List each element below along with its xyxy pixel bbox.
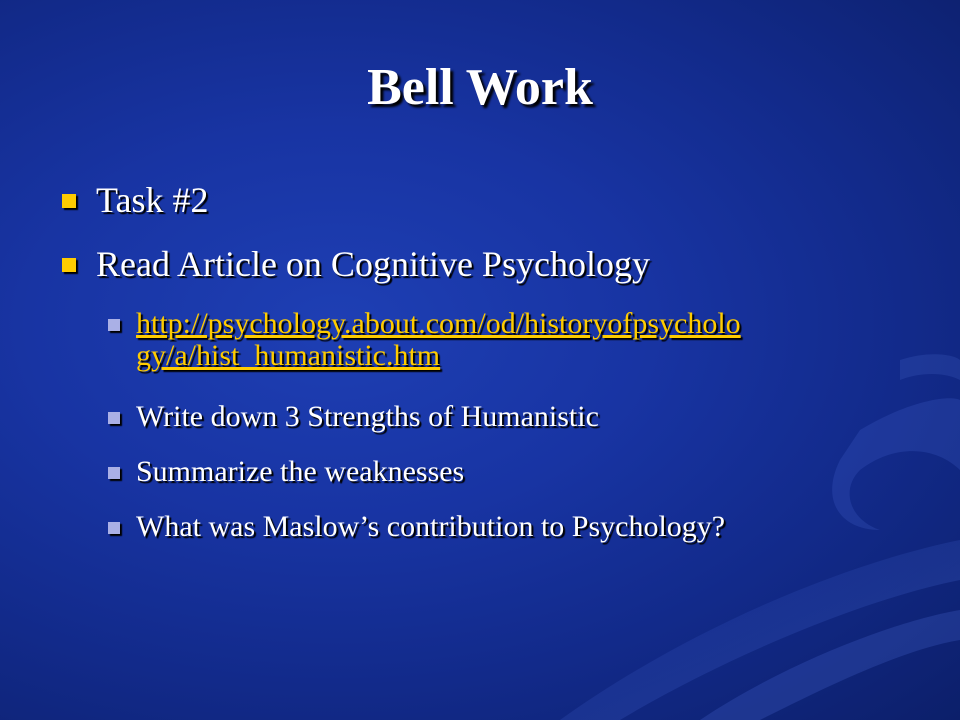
bullet-task — [62, 180, 902, 220]
bullet-text: Task #2 — [96, 180, 209, 220]
slide-title: Bell Work — [367, 59, 593, 116]
sub-bullet-strengths — [108, 401, 898, 433]
sub-bullet-marker — [108, 412, 120, 424]
bullet-read-article — [62, 244, 902, 284]
sub-bullet-article-link[interactable] — [108, 308, 898, 372]
sub-bullet-marker — [108, 467, 120, 479]
sub-bullet-weaknesses — [108, 456, 898, 488]
bullet-marker — [62, 194, 76, 208]
sub-bullet-text: Write down 3 Strengths of Humanistic — [136, 400, 599, 433]
article-link-line-1[interactable]: http://psychology.about.com/od/historyofpsycholo — [136, 307, 741, 340]
bullet-text: Read Article on Cognitive Psychology — [96, 244, 650, 284]
sub-bullet-marker — [108, 319, 120, 331]
sub-bullet-text: What was Maslow’s contribution to Psychology? — [136, 510, 726, 543]
bullet-marker — [62, 258, 76, 272]
article-link[interactable] — [136, 308, 741, 372]
article-link-line-2[interactable]: gy/a/hist_humanistic.htm — [136, 339, 441, 372]
sub-bullet-maslow — [108, 511, 898, 543]
sub-bullet-marker — [108, 522, 120, 534]
sub-bullet-text: Summarize the weaknesses — [136, 455, 465, 488]
